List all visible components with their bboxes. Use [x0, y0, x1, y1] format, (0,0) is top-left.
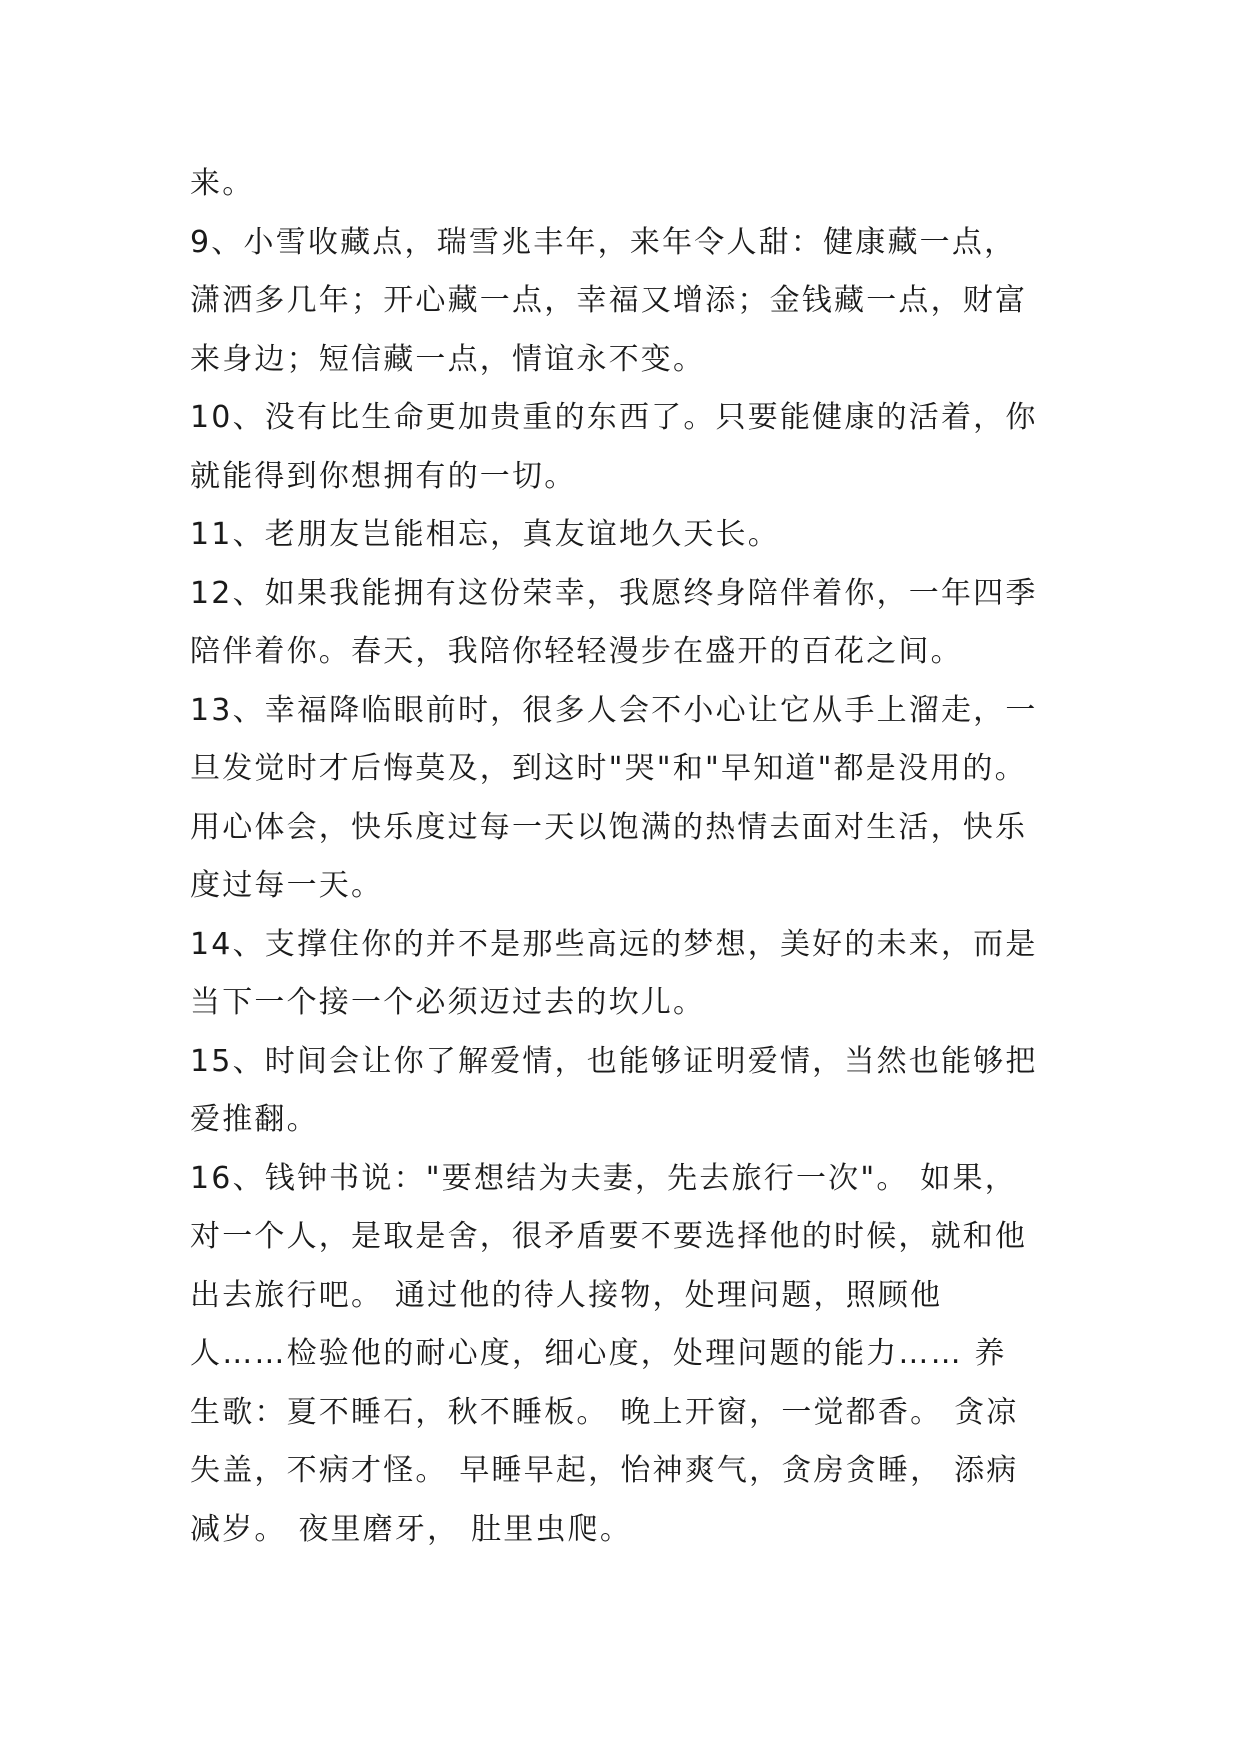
text-line: 来身边；短信藏一点，情谊永不变。: [190, 341, 706, 377]
text-line: 旦发觉时才后悔莫及，到这时"哭"和"早知道"都是没用的。: [190, 751, 1027, 786]
text-line: 14、支撑住你的并不是那些高远的梦想，美好的未来，而是: [190, 926, 1038, 962]
text-line: 陪伴着你。春天，我陪你轻轻漫步在盛开的百花之间。: [190, 634, 963, 669]
text-line: 15、时间会让你了解爱情，也能够证明爱情，当然也能够把: [190, 1043, 1038, 1079]
text-line: 生歌：夏不睡石，秋不睡板。 晚上开窗，一觉都香。 贪凉: [190, 1394, 1019, 1430]
text-line: 9、小雪收藏点，瑞雪兆丰年，来年令人甜：健康藏一点，: [190, 224, 1017, 260]
text-line: 10、没有比生命更加贵重的东西了。只要能健康的活着，你: [190, 400, 1038, 435]
text-line: 12、如果我能拥有这份荣幸，我愿终身陪伴着你，一年四季: [190, 575, 1038, 611]
text-line: 就能得到你想拥有的一切。: [190, 458, 577, 494]
text-line: 潇洒多几年；开心藏一点，幸福又增添；金钱藏一点，财富: [190, 283, 1028, 318]
text-line: 人……检验他的耐心度，细心度，处理问题的能力…… 养: [190, 1336, 1007, 1371]
document-body: [190, 155, 1070, 1559]
text-line: 出去旅行吧。 通过他的待人接物，处理问题，照顾他: [190, 1277, 943, 1313]
text-line: 失盖，不病才怪。 早睡早起，怡神爽气，贪房贪睡， 添病: [190, 1453, 1019, 1488]
text-line: 爱推翻。: [190, 1102, 319, 1137]
text-line: 用心体会，快乐度过每一天以饱满的热情去面对生活，快乐: [190, 809, 1028, 845]
text-line: 16、钱钟书说："要想结为夫妻，先去旅行一次"。 如果，: [190, 1160, 1017, 1196]
text-line: 度过每一天。: [190, 868, 384, 903]
text-line: 减岁。 夜里磨牙， 肚里虫爬。: [190, 1511, 633, 1547]
text-line: 来。: [190, 166, 255, 201]
text-line: 对一个人，是取是舍，很矛盾要不要选择他的时候，就和他: [190, 1219, 1028, 1254]
text-line: 11、老朋友岂能相忘，真友谊地久天长。: [190, 517, 780, 552]
text-line: 13、幸福降临眼前时，很多人会不小心让它从手上溜走，一: [190, 692, 1038, 728]
text-line: 当下一个接一个必须迈过去的坎儿。: [190, 985, 706, 1020]
